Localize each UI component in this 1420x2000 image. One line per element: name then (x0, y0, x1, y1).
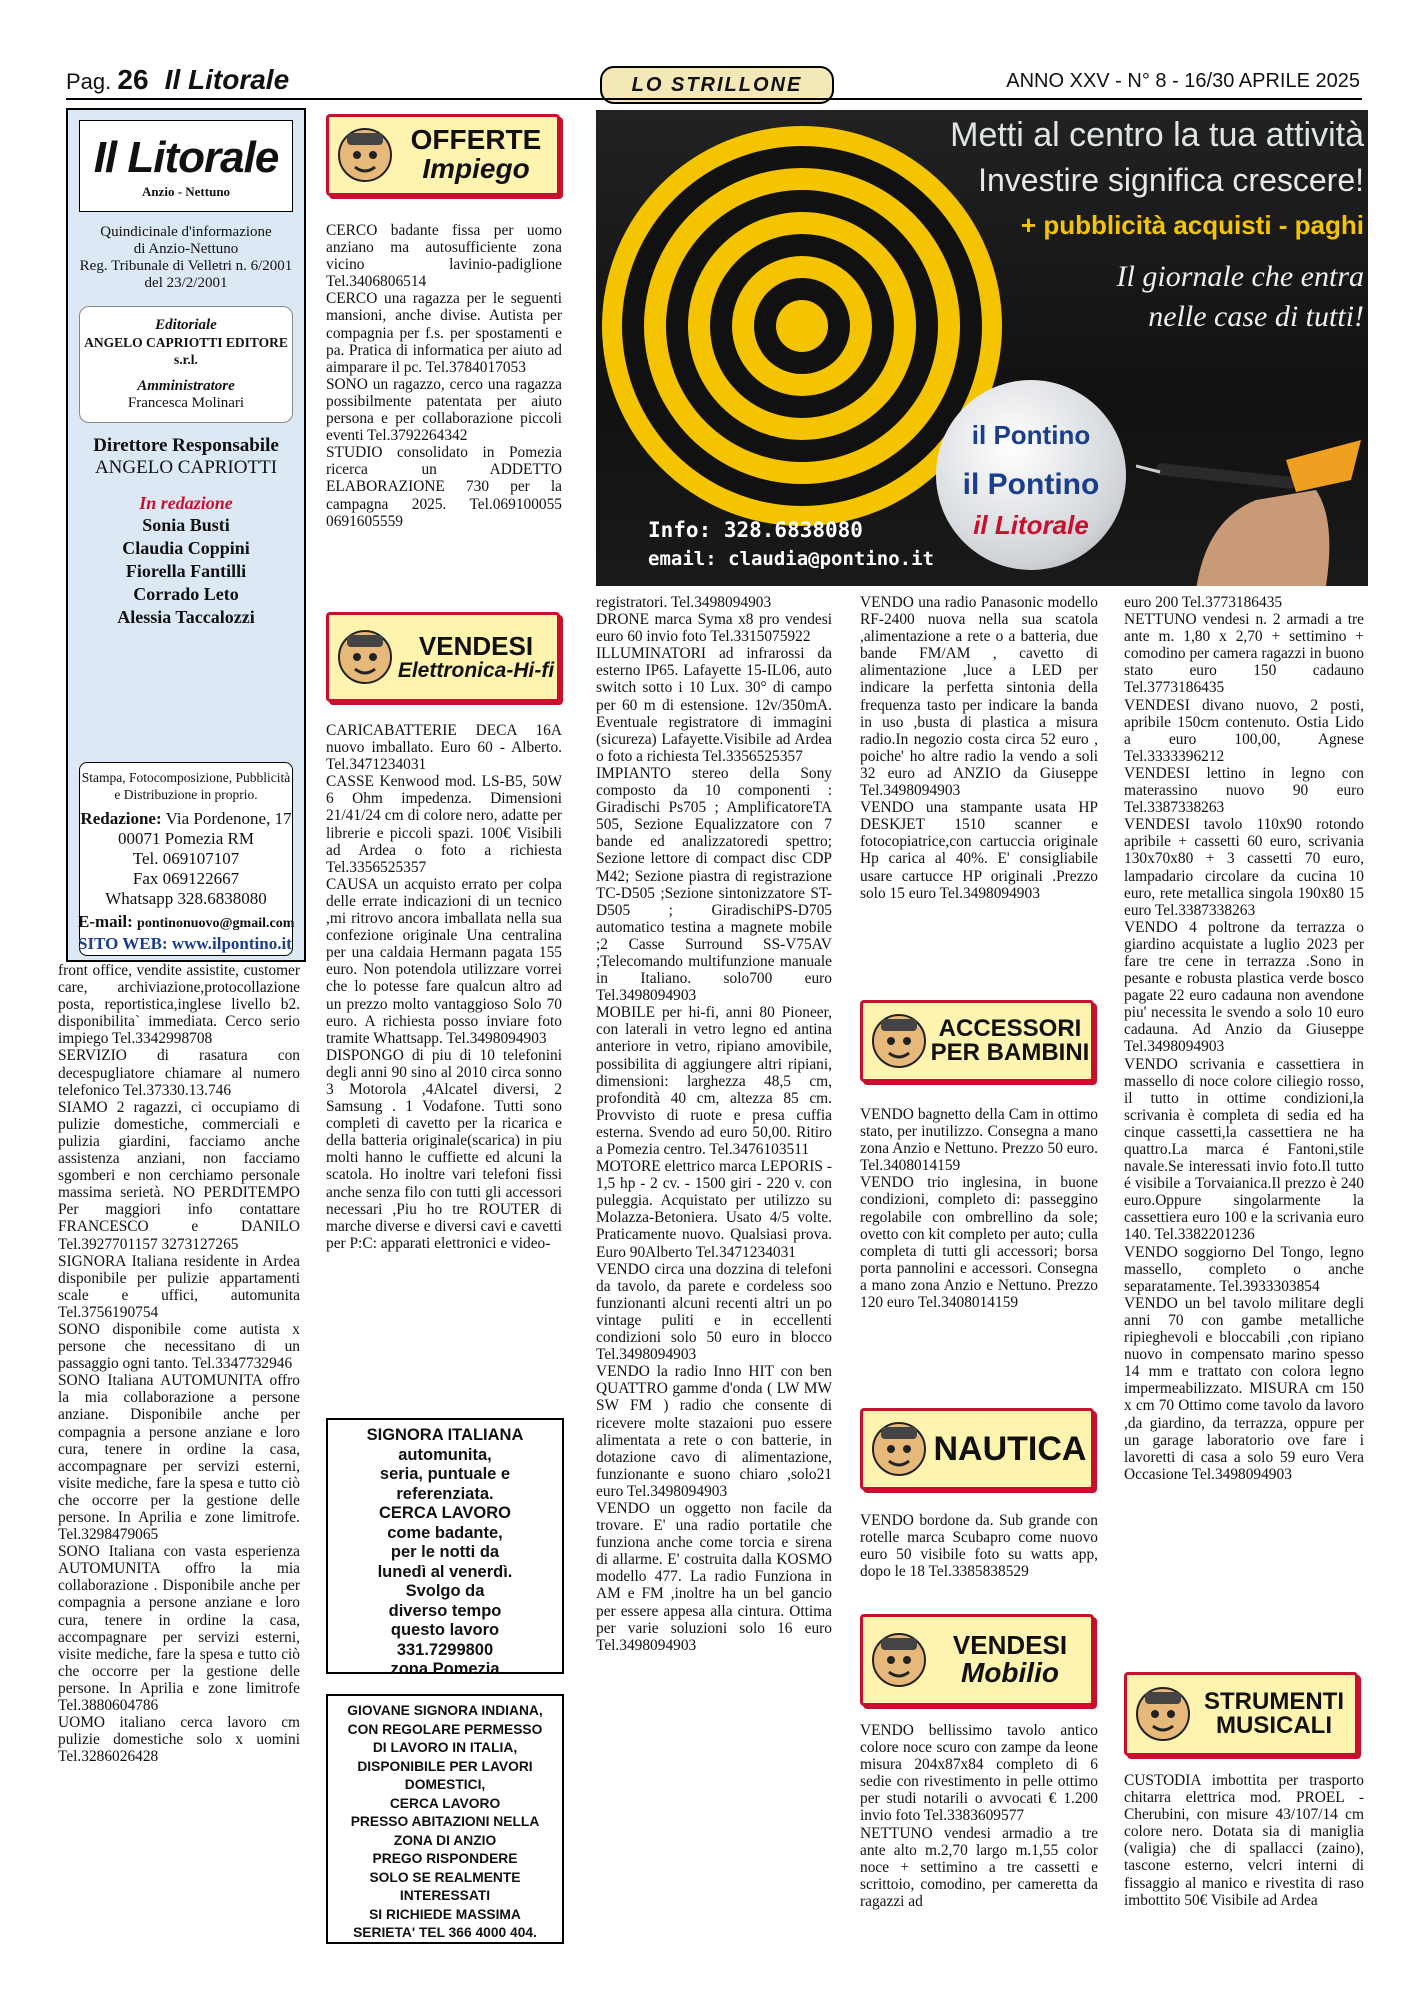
section-header-mobilio (860, 1614, 1094, 1706)
address-2: 00071 Pomezia RM (118, 829, 254, 848)
classified-ad: VENDESI divano nuovo, 2 posti, apribile 150cm contenuto. Ostia Lido a euro 100,00, Agnese Tel.3333396212 (1124, 696, 1364, 765)
editoriale: ANGELO CAPRIOTTI EDITORE s.r.l. (84, 335, 288, 367)
classified-ad: SONO disponibile come autista x persone che necessitano di un passaggio ogni tanto. Tel.3347732946 (58, 1320, 300, 1373)
masthead-reg (79, 224, 293, 292)
classified-ad: DRONE marca Syma x8 pro vendesi euro 60 invio foto Tel.3315075922 (596, 611, 832, 646)
ad-line: SOLO SE REALMENTE (369, 1869, 521, 1885)
classified-ad: CERCO una ragazza per le seguenti mansioni, anche divise. Autista per compagnia per f.s. per spostamenti e pa. Pratica di informatica per aiuto ad aimparare il pc. Tel.3784017053 (326, 290, 562, 376)
classified-ad: VENDO trio inglesina, in buone condizioni, completo di: passeggino regolabile con ombrellino da sole; ovetto con kit completo per auto; culla completa di tutti gli accessori; borsa porta pannolini e accessori. Consegna a mano zona Anzio e Nettuno. Prezzo 120 euro Tel.3408014159 (860, 1174, 1098, 1312)
column-2-elettronica (326, 722, 562, 1252)
classified-ad: MOTORE elettrico marca LEPORIS - 1,5 hp - 2 cv. - 1500 giri - 220 v. con puleggia. Acquistato per utilizzo su Molazza-Betoniera. Usato 4/5 volte. Praticamente nuovo. Qualsiasi prova. Euro 90Alberto Tel.3471234031 (596, 1158, 832, 1261)
site-link[interactable]: www.ilpontino.it (171, 934, 292, 953)
site-label: SITO WEB: (78, 934, 168, 953)
ad-line: SIGNORA ITALIANA (366, 1426, 524, 1444)
classified-ad: VENDESI tavolo 110x90 rotondo apribile + cassetti 60 euro, scrivania 130x70x80 + 3 cassetti 70 euro, lampadario circolare da cucina 10 euro, rete metallica singola 190x80 15 euro Tel.3387338263 (1124, 816, 1364, 919)
brand-2: il Pontino (962, 468, 1100, 501)
editoriale-label: Editoriale (155, 317, 217, 333)
ad-line: DISPONIBILE PER LAVORI (357, 1758, 533, 1774)
ad-line: CERCA LAVORO (389, 1795, 501, 1811)
classified-ad: VENDO la radio Inno HIT con ben QUATTRO gamme d'onda ( LW MW SW FM ) radio che consente di ricevere molte stazaioni puo essere alimentata a rete o con batterie, in dotazione cavo di alimentazione, funzionante e suono chiaro ,solo21 euro Tel.3498094903 (596, 1363, 832, 1500)
ad-line: diverso tempo (388, 1601, 502, 1620)
mascot-icon (335, 627, 395, 687)
column-4-nautica (860, 1512, 1098, 1580)
banner-ad (596, 110, 1368, 586)
column-3 (596, 594, 832, 1654)
classified-ad: VENDO una radio Panasonic modello RF-2400 nuova nella sua scatola ,alimentazione a rete o a batteria, due bande FM/AM , cavetto di alimentazione ,luce a LED per indicare la perfetta sintonia della frequenza tasto per indicare la banda in uso ,busta di plastica a misura radio.In negozio costa circa 52 euro , poiche' ho altre radio la vendo a soli 32 euro ad ANZIO da Giuseppe Tel.3498094903 (860, 594, 1098, 800)
newspaper-ball (936, 380, 1126, 570)
staff-name: Corrado Leto (133, 584, 239, 604)
banner-plus: + pubblicità acquisti - paghi (1020, 210, 1364, 240)
ad-line: CERCA LAVORO (379, 1504, 511, 1522)
classified-ad: CAUSA un acquisto errato per colpa delle errate indicazioni di un tecnico ,mi ritrovo ancora imballata nella sua confezione originale Una centralina per una caldaia Hermann pagata 155 euro. Non potendola utilizzare vorrei che lo potesse fare qualcun altro ad un prezzo molto vantaggioso Solo 70 euro. A richiesta posso inviare foto tramite Whattsapp. Tel.3498094903 (326, 875, 562, 1047)
editor-box (79, 306, 293, 423)
ad-line: lunedì al venerdì. (377, 1562, 513, 1581)
column-5-mobilio (1124, 594, 1364, 1483)
tel: Tel. 069107107 (132, 849, 240, 868)
ad-box-indiana (326, 1694, 564, 1944)
ad-line: INTERESSATI (399, 1888, 491, 1903)
ad-line: PREGO RISPONDERE (372, 1851, 518, 1866)
classified-ad: SONO un ragazzo, cerco una ragazza possibilmente patentata per aiuto persona e per collaborazione piccoli eventi Tel.3792264342 (326, 375, 562, 445)
fax: Fax 069122667 (132, 869, 240, 888)
redazione-label: In redazione (139, 493, 233, 513)
redazione-list (79, 514, 293, 629)
classified-ad: SIGNORA Italiana residente in Ardea disponibile per pulizie appartamenti scale e uffici, automunita Tel.3756190754 (58, 1252, 300, 1321)
column-4-elettronica (860, 594, 1098, 902)
ad-line: per le notti da (390, 1543, 500, 1561)
column-1 (58, 962, 300, 1765)
classified-ad: euro 200 Tel.3773186435 (1124, 594, 1283, 611)
mascot-icon (869, 1419, 929, 1479)
classified-ad: STUDIO consolidato in Pomezia ricerca un ADDETTO ELABORAZIONE 730 per la campagna 2025. Tel.069100055 0691605559 (326, 444, 562, 530)
ad-line: come badante, (387, 1523, 503, 1542)
classified-ad: UOMO italiano cerca lavoro cm pulizie domestiche solo x uomini Tel.3286026428 (58, 1714, 300, 1766)
classified-ad: SIAMO 2 ragazzi, ci occupiamo di pulizie domestiche, commerciali e pulizia giardini, facciamo anche assistenza anziani, non facciamo sgomberi e non cerchiamo personale massima serietà. NO PERDITEMPO Per maggiori info contattare FRANCESCO e DANILO Tel.3927701157 3273127265 (58, 1098, 300, 1253)
classified-ad: IMPIANTO stereo della Sony composto da 10 componenti : Giradischi Ps705 ; AmplificatoreTA 505, Sezione Equalizzatore con 7 bande ed analizzatoredi spettro; Sezione lettore di compact disc CDP M42; Sezione piastra di registrazione TC-D505 ;Sezione sintonizzatore ST-D505 ; GiradischiPS-D705 automatico testina a magnete mobile ;2 Casse Surround SS-V75AV ;Telecomando multifunzione manuale in Italiano. solo700 euro Tel.3498094903 (596, 764, 832, 1005)
page-number: 26 (117, 64, 149, 95)
classified-ad: VENDO circa una dozzina di telefoni da tavolo, da parete e cordeless soo funzionanti alcuni recenti altri un po vintage puliti e in eccellenti condizioni solo 50 euro in blocco Tel.3498094903 (596, 1260, 832, 1364)
classified-ad: VENDO una stampante usata HP DESKJET 1510 scanner e fotocopiatrice,con cartuccia originale Hp carica al 40%. E' consigliabile usare cartucce HP originali .Prezzo solo 15 euro Tel.3498094903 (860, 799, 1098, 902)
paper-name: Il Litorale (164, 64, 290, 95)
column-2-offerte (326, 222, 562, 530)
section-header-elettronica (326, 612, 560, 702)
classified-ad: SERVIZIO di rasatura con decespugliatore chiamare al numero telefonico Tel.37330.13.746 (58, 1047, 300, 1099)
logo-text: LO STRILLONE (631, 73, 803, 96)
classified-ad: front office, vendite assistite, customer care, archiviazione,protocollazione posta, reportistica,inglese livello b2. disponibilita` immediata. Cerco serio impiego Tel.3342998708 (58, 962, 300, 1048)
section-subtitle: Impiego (422, 153, 530, 184)
classified-ad: VENDO bellissimo tavolo antico colore noce scuro con zampe da leone misura 204x87x84 completo di 6 sedie con rivestimento in pelle ottimo per studi notarili o avvocati € 1.200 invio foto Tel.3383609577 (860, 1722, 1098, 1825)
site-line (78, 934, 292, 954)
mascot-icon (335, 125, 395, 185)
ad-line: ZONA DI ANZIO (393, 1832, 497, 1848)
section-header-bambini (860, 1000, 1094, 1082)
whatsapp: Whatsapp 328.6838080 (105, 889, 267, 908)
ad-line: Svolgo da (405, 1582, 485, 1600)
column-4-bambini (860, 1106, 1098, 1311)
direttore-label: Direttore Responsabile (93, 435, 279, 456)
amministratore-label: Amministratore (137, 378, 235, 394)
ad-line: SERIETA' TEL 366 4000 404. (353, 1925, 537, 1940)
ad-line: DOMESTICI, (404, 1777, 486, 1792)
masthead-info (79, 214, 293, 754)
banner-tag-2: nelle case di tutti! (1148, 300, 1364, 333)
section-header-offerte (326, 114, 560, 196)
ad-line: questo lavoro (390, 1621, 500, 1639)
classified-ad: NETTUNO vendesi n. 2 armadi a tre ante m. 1,80 x 2,70 + settimino + comodino per camera ragazzi in buono stato euro 150 cadauno Tel.3773186435 (1124, 611, 1364, 697)
classified-ad: VENDO 4 poltrone da terrazza o giardino acquistate a luglio 2023 per fare tre cene in terrazza .Sono in pesante e robusta plastica verde bosco pagate 22 euro cadauna non avendone piu' necessita le svendo a solo 10 euro cadauna. Ad Anzio da Giuseppe Tel.3498094903 (1124, 918, 1364, 1056)
section-header-strumenti (1124, 1672, 1358, 1756)
info-line: Reg. Tribunale di Velletri n. 6/2001 (79, 258, 293, 274)
section-title: OFFERTE (410, 124, 542, 156)
section-title: NAUTICA (933, 1429, 1087, 1468)
email-link[interactable]: pontinonuovo@gmail.com (137, 916, 295, 931)
section-subtitle: PER BAMBINI (930, 1039, 1090, 1066)
classified-ad: VENDO un oggetto non facile da trovare. E' una radio portatile che funziona anche come torcia e sirena di allarme. E' costruita dalla KOSMO modello 477. La radio Funziona in AM e FM ,inoltre ha un bel gancio per essere appesa alla cintura. Ottima per varie soluzioni solo 16 euro Tel.3498094903 (596, 1499, 832, 1654)
section-title: VENDESI (418, 631, 534, 662)
classified-ad: VENDO soggiorno Del Tongo, legno massello, completo o anche separatamente. Tel.3933303854 (1124, 1243, 1364, 1295)
ad-line: seria, puntuale e (379, 1465, 511, 1483)
classified-ad: VENDO bordone da. Sub grande con rotelle marca Scubapro come nuovo euro 50 visibile foto su watts app, dopo le 18 Tel.3385838529 (860, 1512, 1098, 1581)
masthead-box (66, 108, 306, 962)
dart-icon (1136, 400, 1368, 586)
issue-info: ANNO XXV - N° 8 - 16/30 APRILE 2025 (1006, 70, 1360, 92)
ad-line: 331.7299800 (396, 1640, 494, 1659)
classified-ad: VENDO un bel tavolo militare degli anni 70 con gambe metalliche ripieghevoli e bloccabili ,con ripiano nuovo in compensato marino spesso 14 mm e trattato con colora legno impermeabilizzato. MISURA cm 150 x cm 70 Ottimo come tavolo da lavoro ,da giardino, da terrazza, oppure per un garage laboratorio ove fare i lavoretti di casa a solo 59 euro Vera Occasione Tel.3498094903 (1124, 1294, 1364, 1483)
info-line: Quindicinale d'informazione (100, 224, 272, 240)
staff-name: Fiorella Fantilli (125, 561, 247, 581)
column-5-strumenti (1124, 1772, 1364, 1909)
mascot-icon (1133, 1684, 1193, 1744)
section-title: VENDESI (952, 1630, 1068, 1661)
classified-ad: VENDO bagnetto della Cam in ottimo stato, per inutilizzo. Consegna a mano zona Anzio e Nettuno. Prezzo 50 euro. Tel.3408014159 (860, 1106, 1098, 1175)
ad-line: GIOVANE SIGNORA INDIANA, (347, 1703, 543, 1718)
pag-label: Pag. (66, 69, 112, 94)
section-subtitle: Mobilio (961, 1656, 1059, 1688)
ad-box-signora (326, 1418, 564, 1678)
amministratore: Francesca Molinari (127, 395, 245, 411)
classified-ad: SONO Italiana con vasta esperienza AUTOMUNITA offro la mia collaborazione . Disponibile anche per compagnia a persone anziane e loro cura, tenere in ordine la casa, accompagnare per servizi esterni, visite mediche, fare la spesa e tutto ciò che occorre per la gestione delle persone. In Aprilia e zone limitrofe Tel.3880604786 (58, 1543, 300, 1715)
section-title: ACCESSORI (938, 1014, 1082, 1042)
page-label (66, 64, 289, 96)
classified-ad: VENDO scrivania e cassettiera in massello di noce colore ciliegio rosso, il tutto in ottime condizioni,la scrivania è completa di sedia ed ha cinque cassetti,la cassettiera ne ha quattro.La marca é Fantoni,stile navale.Se interessati invio foto.Il tutto é visibile a Torvaianica.Il prezzo è 240 euro.Oppure singolarmente la cassettiera euro 100 e la scrivania euro 140. Tel.3382201236 (1124, 1055, 1364, 1244)
classified-ad: CASSE Kenwood mod. LS-B5, 50W 6 Ohm impedenza. Dimensioni 21/41/24 cm di colore nero, adatte per librerie e piccoli spazi. 100€ Visibili ad Ardea o foto a richiesta Tel.3356525357 (326, 773, 562, 876)
classified-ad: CUSTODIA imbottita per trasporto chitarra elettrica mod. PROEL - Cherubini, con misure 43/107/14 cm colore nero. Dotata sia di maniglia (valigia) che di spallacci (zaino), tascone esterno, velcri interni di fissaggio al manico e rivestita di raso imbottito 50€ Visibile ad Ardea (1124, 1772, 1364, 1909)
classified-ad: MOBILE per hi-fi, anni 80 Pioneer, con laterali in vetro legno ed antina anteriore in vetro, ripiano amovibile, possibilita di aggiungere altri ripiani, dimensioni: larghezza 48,5 cm, profondità 40 cm, altezza 85 cm. Provvisto di ruote e presa cuffia esterna. Svendo ad euro 50,00. Ritiro a Pomezia centro. Tel.3476103511 (596, 1004, 832, 1158)
classified-ad: SONO Italiana AUTOMUNITA offro la mia collaborazione a persone anziane. Disponibile anche per compagnia a persone anziane e loro cura, tenere in ordine la casa, accompagnare per servizi esterni, visite mediche, fare la spesa e tutto ciò che occorre per la gestione delle persone. In Aprilia e zone limitrofe. Tel.3298479065 (58, 1372, 300, 1544)
banner-headline: Metti al centro la tua attività (950, 116, 1364, 154)
brand-3: il Litorale (973, 510, 1089, 540)
banner-tag-1: Il giornale che entra (1116, 260, 1364, 293)
banner-info: Info: 328.6838080 (648, 518, 863, 542)
ad-line: SI RICHIEDE MASSIMA (369, 1906, 521, 1922)
header-rule (66, 98, 1362, 100)
mascot-icon (869, 1630, 929, 1690)
section-title: STRUMENTI (1204, 1687, 1344, 1715)
ad-line: automunita, (398, 1445, 492, 1464)
banner-sub: Investire significa crescere! (978, 162, 1364, 198)
services-line: Stampa, Fotocomposizione, Pubblicità (81, 770, 291, 785)
ad-line: DI LAVORO IN ITALIA, (372, 1740, 518, 1755)
classified-ad: NETTUNO vendesi armadio a tre ante alto m.2,70 largo m.1,55 color noce + settimino a tre cassetti e scrittoio, comodino, per cameretta da ragazzi ad (860, 1824, 1098, 1910)
email-line (78, 912, 294, 932)
mascot-icon (869, 1011, 929, 1071)
ad-line: CON REGOLARE PERMESSO (347, 1721, 543, 1737)
info-line: di Anzio-Nettuno (133, 241, 239, 257)
section-header-nautica (860, 1408, 1094, 1490)
masthead-title-box (79, 120, 293, 212)
services-line: e Distribuzione in proprio. (114, 787, 258, 802)
classified-ad: DISPONGO di piu di 10 telefonini degli anni 90 sino al 2010 circa sonno 3 Motorola ,4Alcatel diversi, 2 Samsung . 1 Vodafone. Tutti sono completi di cavetto per la ricarica e della batteria originale(scarica) in piu molti hanno le cuffiette ed alcuni la scatola. Ho inoltre vari telefoni fissi anche senza filo con tutti gli accessori necessari ,Piu ho tre ROUTER di marche diverse e diversi cavi e cavetti per P:C: apparati elettronici e video- (326, 1046, 562, 1252)
classified-ad: CERCO badante fissa per uomo anziano ma autosufficiente zona vicino lavinio-padiglione Tel.3406806514 (326, 222, 562, 291)
staff-name: Alessia Taccalozzi (117, 607, 255, 627)
banner-email[interactable]: email: claudia@pontino.it (648, 548, 934, 570)
section-subtitle: MUSICALI (1216, 1712, 1332, 1739)
info-line: del 23/2/2001 (144, 275, 228, 291)
masthead-subtitle: Anzio - Nettuno (141, 184, 231, 199)
section-subtitle: Elettronica-Hi-fi (397, 658, 555, 682)
staff-name: Claudia Coppini (122, 538, 250, 558)
classified-ad: registratori. Tel.3498094903 (596, 594, 772, 611)
ad-line: PRESSO ABITAZIONI NELLA (350, 1814, 540, 1829)
address-label: Redazione: (80, 809, 162, 828)
ad-line: referenziata. (396, 1484, 494, 1503)
ad-line: zona Pomezia (390, 1660, 500, 1678)
masthead-title: Il Litorale (93, 133, 279, 182)
classified-ad: CARICABATTERIE DECA 16A nuovo imballato. Euro 60 - Alberto. Tel.3471234031 (326, 722, 562, 774)
direttore: ANGELO CAPRIOTTI (94, 457, 278, 478)
column-4-mobilio (860, 1722, 1098, 1910)
brand-1: il Pontino (971, 420, 1091, 450)
classified-ad: VENDESI lettino in legno con materassino nuovo 90 euro Tel.3387338263 (1124, 764, 1364, 817)
address-1: Via Pordenone, 17 (165, 809, 292, 828)
staff-name: Sonia Busti (142, 515, 230, 535)
classified-ad: ILLUMINATORI ad infrarossi da esterno IP65. Lafayette 15-IL06, auto switch sotto i 10 Lux. 30° di campo per 60 m di estensione. 12v/350mA. Eventuale registratore di immagini (sicureza) Lafayette.Visibile ad Ardea o foto a richiesta Tel.3356525357 (596, 645, 832, 765)
email-label: E-mail: (78, 912, 133, 931)
